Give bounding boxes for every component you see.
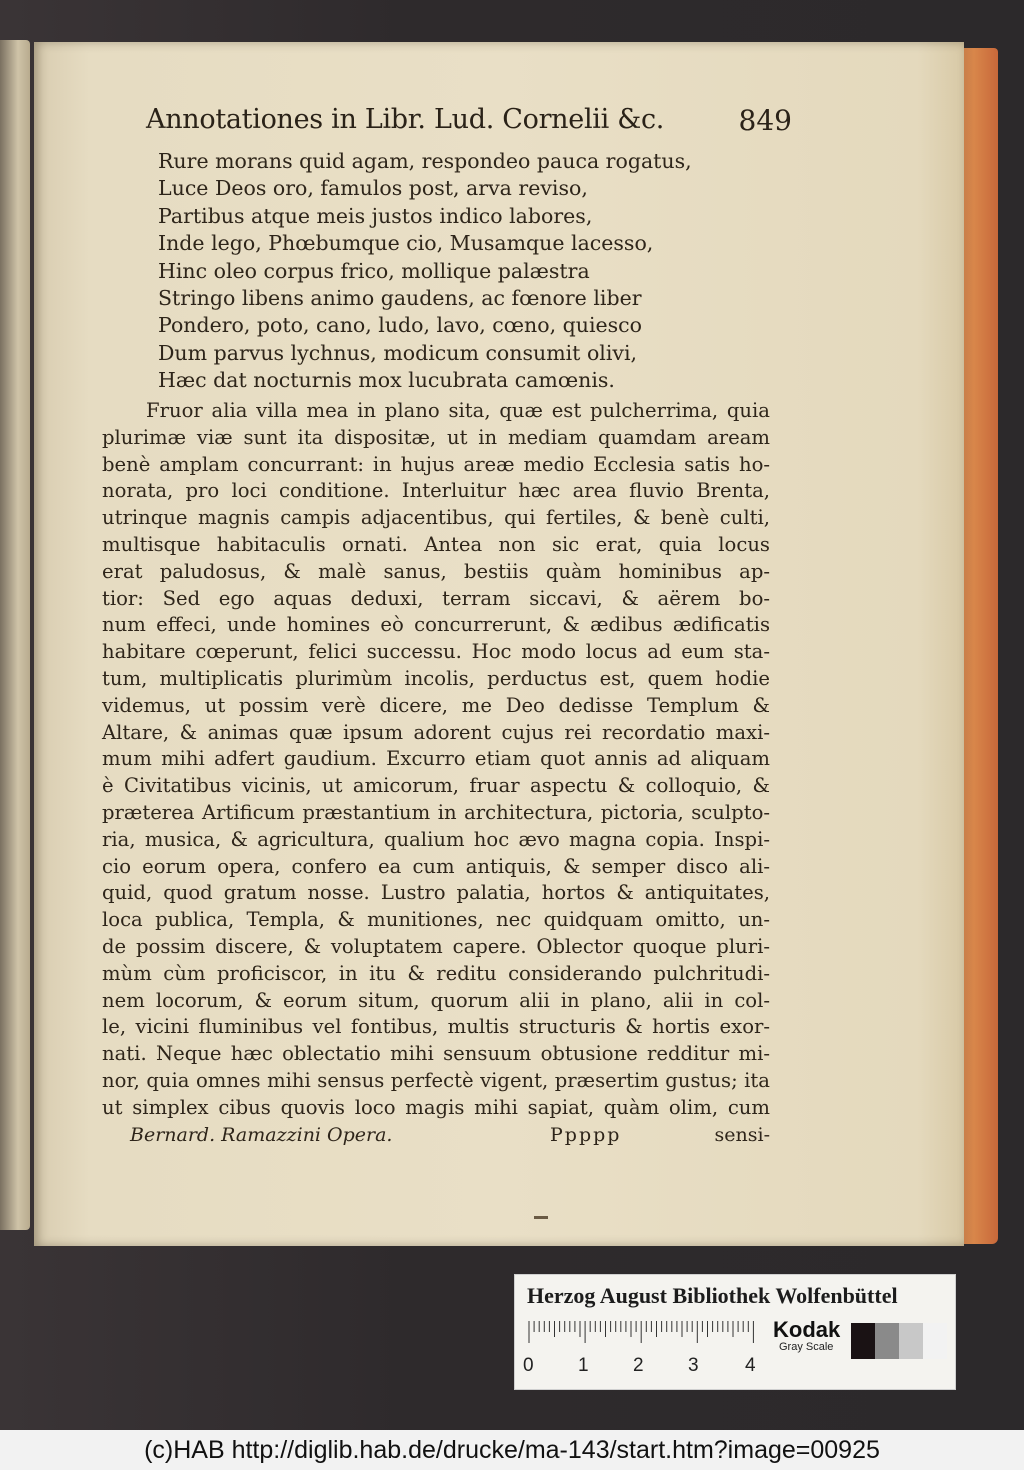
- text-line: ria, musica, & agricultura, qualium hoc ævo magna copia. Inspi-: [102, 827, 770, 851]
- library-scale-card: [514, 1274, 956, 1390]
- poem-line: Rure morans quid agam, respondeo pauca rogatus,: [158, 149, 692, 173]
- text-line: mùm cùm proficiscor, in itu & reditu considerando pulchritudi-: [102, 961, 770, 985]
- text-line: loca publica, Templa, & munitiones, nec quidquam omitto, un-: [102, 908, 770, 932]
- ruler-number: 0: [523, 1355, 534, 1376]
- page-footer: [130, 1124, 770, 1156]
- gray-swatch: [851, 1323, 875, 1359]
- ruler-number: 4: [745, 1355, 756, 1376]
- ruler-number: 1: [578, 1355, 589, 1376]
- text-line: Fruor alia villa mea in plano sita, quæ est pulcherrima, quia: [146, 399, 770, 422]
- text-line: tior: Sed ego aquas deduxi, terram siccavi, & aërem bo-: [102, 586, 770, 610]
- running-title: Annotationes in Libr. Lud. Cornelii &c.: [146, 104, 665, 135]
- text-line: cio eorum opera, confero ea cum antiquis, & semper disco ali-: [102, 854, 770, 878]
- gray-swatch: [899, 1323, 923, 1359]
- poem-line: Partibus atque meis justos indico labores,: [158, 203, 593, 228]
- ink-mark: [534, 1216, 548, 1219]
- text-line: nati. Neque hæc oblectatio mihi sensuum obtusione redditur mi-: [102, 1042, 770, 1066]
- text-line: è Civitatibus vicinis, ut amicorum, fruar aspectu & colloquio, &: [102, 774, 770, 798]
- gray-swatch: [875, 1323, 899, 1359]
- ruler-numbers: [523, 1355, 773, 1379]
- text-line: Altare, & animas quæ ipsum adorent cujus rei recordatio maxi-: [102, 720, 770, 744]
- text-line: quid, quod gratum nosse. Lustro palatia, hortos & antiquitates,: [102, 881, 770, 905]
- text-line: norata, pro loci conditione. Interluitur hæc area fluvio Brenta,: [102, 479, 770, 503]
- text-line: de possim discere, & voluptatem capere. Oblector quoque pluri-: [102, 934, 770, 958]
- facing-page-edge: [0, 40, 30, 1230]
- ruler-ticks: [527, 1321, 759, 1343]
- poem-line: Inde lego, Phœbumque cio, Musamque lacesso,: [158, 231, 654, 256]
- poem-line: Hæc dat nocturnis mox lucubrata camœnis.: [158, 368, 615, 393]
- text-line: mum mihi adfert gaudium. Excurro etiam quot annis ad aliquam: [102, 747, 770, 771]
- page-edge-colored: [958, 48, 998, 1244]
- text-line: erat paludosus, & malè sanus, bestiis quàm hominibus ap-: [102, 559, 770, 583]
- gray-swatches: [851, 1323, 947, 1359]
- poem-block: [158, 148, 718, 395]
- catchword: sensi-: [714, 1124, 770, 1146]
- source-note: Bernard. Ramazzini Opera.: [130, 1124, 393, 1146]
- text-line: benè amplam concurrant: in hujus areæ medio Ecclesia satis ho-: [102, 452, 770, 476]
- text-line: multisque habitaculis ornati. Antea non sic erat, quia locus: [102, 532, 770, 556]
- text-line: habitare cœperunt, felici successu. Hoc modo locus ad eum sta-: [102, 640, 770, 664]
- gray-swatch: [923, 1323, 947, 1359]
- ruler-number: 3: [688, 1355, 699, 1376]
- text-line: utrinque magnis campis adjacentibus, qui fertiles, & benè culti,: [102, 506, 770, 530]
- text-line: tum, multiplicatis plurimùm incolis, perductus est, quem hodie: [102, 666, 770, 690]
- text-line: num effeci, unde homines eò concurrerunt, & ædibus ædificatis: [102, 613, 770, 637]
- ruler-number: 2: [633, 1355, 644, 1376]
- poem-line: Dum parvus lychnus, modicum consumit olivi,: [158, 340, 638, 365]
- page-number: 849: [738, 104, 792, 137]
- copyright-credit: (c)HAB http://diglib.hab.de/drucke/ma-143/start.htm?image=00925: [144, 1436, 880, 1464]
- poem-line: Pondero, poto, cano, ludo, lavo, cœno, quiesco: [158, 313, 642, 338]
- text-line: plurimæ viæ sunt ita dispositæ, ut in mediam quamdam aream: [102, 425, 770, 449]
- text-line: le, vicini fluminibus vel fontibus, multis structuris & hortis exor-: [102, 1015, 770, 1039]
- prose-paragraph: [102, 398, 770, 1122]
- library-name: Herzog August Bibliothek Wolfenbüttel: [527, 1283, 898, 1308]
- running-header: [146, 104, 792, 146]
- poem-line: Hinc oleo corpus frico, mollique palæstra: [158, 258, 590, 283]
- text-line: videmus, ut possim verè dicere, me Deo dedisse Templum &: [102, 693, 770, 717]
- kodak-logo: Kodak: [773, 1317, 841, 1342]
- text-line: præterea Artificum præstantium in architectura, pictoria, sculpto-: [102, 800, 770, 824]
- gray-scale-label: Gray Scale: [779, 1341, 834, 1353]
- poem-line: Stringo libens animo gaudens, ac fœnore liber: [158, 286, 642, 311]
- credit-bar: [0, 1430, 1024, 1470]
- text-line: ut simplex cibus quovis loco magis mihi sapiat, quàm olim, cum: [102, 1095, 770, 1119]
- text-line: nem locorum, & eorum situm, quorum alii in plano, alii in col-: [102, 988, 770, 1012]
- poem-line: Luce Deos oro, famulos post, arva reviso,: [158, 176, 588, 201]
- text-line: nor, quia omnes mihi sensus perfectè vigent, præsertim gustus; ita: [102, 1068, 770, 1092]
- signature-mark: Ppppp: [550, 1124, 622, 1146]
